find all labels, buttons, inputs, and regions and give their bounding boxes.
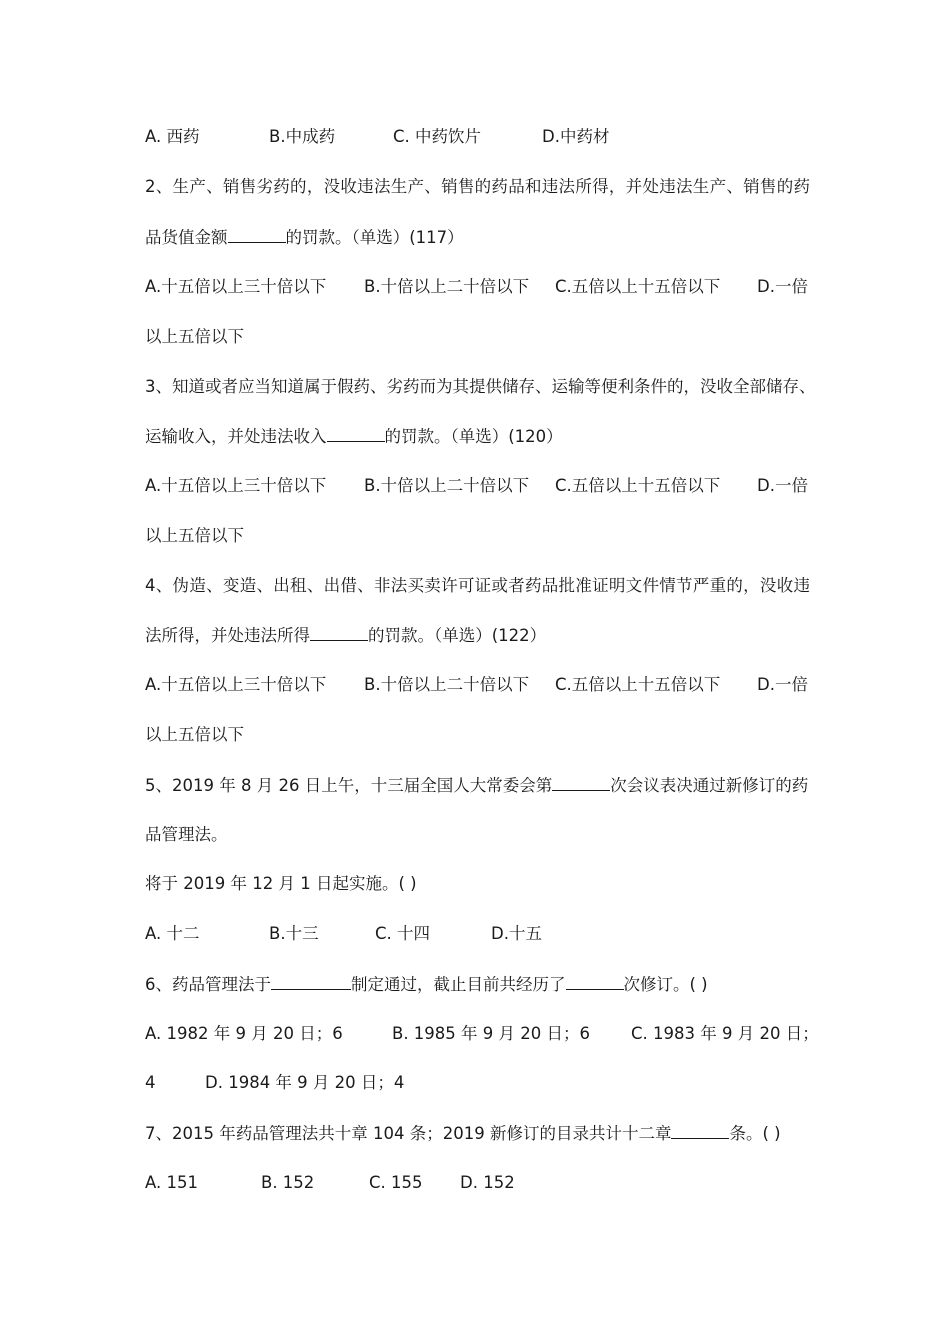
q3-option-b: B.十倍以上二十倍以下	[364, 476, 530, 495]
q4-text-after-blank: 的罚款。（单选）(122）	[368, 626, 547, 645]
q6-option-c-continued: 4	[145, 1073, 156, 1092]
q3-text-before-blank: 运输收入，并处违法收入	[145, 427, 327, 446]
q3-option-c: C.五倍以上十五倍以下	[555, 476, 721, 495]
q6-answer-blank-1	[271, 971, 351, 990]
q6-answer-blank-2	[566, 971, 624, 990]
q6-options	[145, 1021, 819, 1047]
q1-option-a: A. 西药	[145, 127, 200, 146]
q6-options-continued	[145, 1070, 810, 1096]
q3-options	[145, 473, 810, 499]
q6-text-after-blank-2: 次修订。( )	[623, 975, 708, 994]
q4-option-d: D.一倍	[757, 675, 808, 694]
q7-text-after-blank: 条。( )	[729, 1124, 781, 1143]
q1-option-d: D.中药材	[542, 127, 610, 146]
q5-question-line-1	[145, 772, 810, 798]
q2-question-line-2	[145, 224, 810, 250]
q2-option-c: C.五倍以上十五倍以下	[555, 277, 721, 296]
q3-option-d: D.一倍	[757, 476, 808, 495]
q7-options	[145, 1170, 810, 1196]
q5-question-line-2: 品管理法。	[145, 825, 228, 844]
q5-option-b: B.十三	[269, 924, 319, 943]
q5-text-before-blank: 5、2019 年 8 月 26 日上午，十三届全国人大常委会第	[145, 776, 553, 795]
q4-question-line-1: 4、伪造、变造、出租、出借、非法买卖许可证或者药品批准证明文件情节严重的，没收违	[145, 576, 810, 595]
q6-option-b: B. 1985 年 9 月 20 日；6	[392, 1024, 591, 1043]
q4-option-b: B.十倍以上二十倍以下	[364, 675, 530, 694]
q6-text-before-blank-1: 6、药品管理法于	[145, 975, 271, 994]
q6-option-d: D. 1984 年 9 月 20 日；4	[205, 1073, 405, 1092]
q3-question-line-2	[145, 423, 810, 449]
q2-answer-blank	[228, 224, 286, 243]
q5-text-after-blank: 次会议表决通过新修订的药	[610, 776, 809, 795]
q4-option-c: C.五倍以上十五倍以下	[555, 675, 721, 694]
q2-option-b: B.十倍以上二十倍以下	[364, 277, 530, 296]
q6-option-c: C. 1983 年 9 月 20 日；	[631, 1024, 819, 1043]
q6-question-line-1	[145, 971, 810, 997]
q5-answer-blank	[552, 772, 610, 791]
q4-question-line-2	[145, 622, 810, 648]
q4-option-d-continued: 以上五倍以下	[145, 725, 244, 744]
q4-answer-blank	[310, 622, 368, 641]
q5-option-d: D.十五	[491, 924, 542, 943]
q2-text-after-blank: 的罚款。（单选）(117）	[285, 228, 464, 247]
q7-question-line-1	[145, 1120, 810, 1146]
q7-answer-blank	[671, 1120, 729, 1139]
q4-text-before-blank: 法所得，并处违法所得	[145, 626, 310, 645]
q1-options	[145, 124, 810, 150]
q3-text-after-blank: 的罚款。（单选）(120）	[384, 427, 563, 446]
q2-text-before-blank: 品货值金额	[145, 228, 228, 247]
q7-text-before-blank: 7、2015 年药品管理法共十章 104 条；2019 新修订的目录共计十二章	[145, 1124, 672, 1143]
q5-option-a: A. 十二	[145, 924, 200, 943]
q6-option-a: A. 1982 年 9 月 20 日；6	[145, 1024, 343, 1043]
q2-options	[145, 274, 810, 300]
q1-option-c: C. 中药饮片	[393, 127, 482, 146]
q6-text-between-blanks: 制定通过，截止目前共经历了	[351, 975, 566, 994]
q2-option-a: A.十五倍以上三十倍以下	[145, 277, 327, 296]
q4-options	[145, 672, 810, 698]
q7-option-b: B. 152	[261, 1173, 315, 1192]
q7-option-d: D. 152	[460, 1173, 515, 1192]
q3-question-line-1: 3、知道或者应当知道属于假药、劣药而为其提供储存、运输等便利条件的，没收全部储存、	[145, 377, 816, 396]
q5-options	[145, 921, 810, 947]
q3-option-d-continued: 以上五倍以下	[145, 526, 244, 545]
q7-option-c: C. 155	[369, 1173, 423, 1192]
q5-option-c: C. 十四	[375, 924, 431, 943]
q3-answer-blank	[327, 423, 385, 442]
q2-option-d-continued: 以上五倍以下	[145, 327, 244, 346]
q7-option-a: A. 151	[145, 1173, 198, 1192]
q1-option-b: B.中成药	[269, 127, 336, 146]
q3-option-a: A.十五倍以上三十倍以下	[145, 476, 327, 495]
q5-question-line-3: 将于 2019 年 12 月 1 日起实施。( )	[145, 874, 417, 893]
q4-option-a: A.十五倍以上三十倍以下	[145, 675, 327, 694]
q2-question-line-1: 2、生产、销售劣药的，没收违法生产、销售的药品和违法所得，并处违法生产、销售的药	[145, 177, 810, 196]
q2-option-d: D.一倍	[757, 277, 808, 296]
